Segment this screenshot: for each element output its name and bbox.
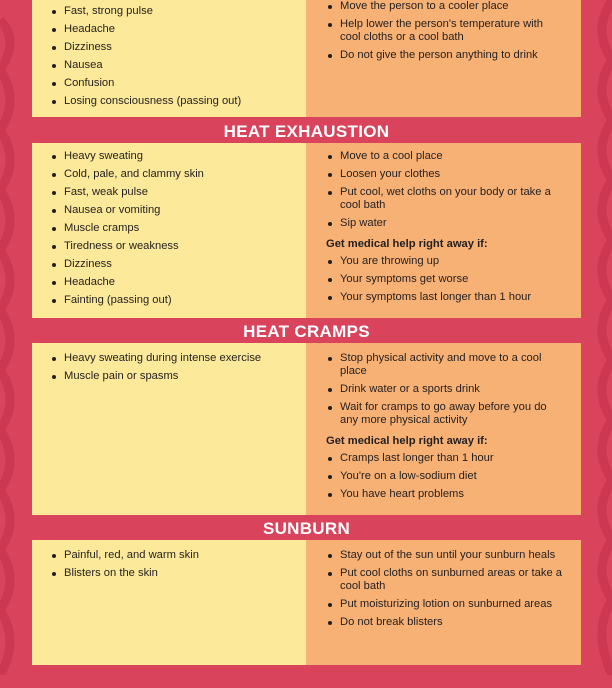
medical-help-item: You are throwing up bbox=[326, 255, 566, 268]
action-item: Help lower the person's temperature with cool cloths or a cool bath bbox=[326, 18, 566, 44]
medical-help-item: You have heart problems bbox=[326, 488, 566, 501]
symptom-item: Cold, pale, and clammy skin bbox=[50, 168, 290, 181]
medical-help-item: Your symptoms get worse bbox=[326, 273, 566, 286]
action-item: Do not break blisters bbox=[326, 616, 566, 629]
action-item: Move to a cool place bbox=[326, 150, 566, 163]
heat-stroke-actions bbox=[326, 0, 566, 67]
sunburn-symptoms bbox=[50, 549, 290, 585]
medical-help-heading: Get medical help right away if: bbox=[326, 238, 488, 250]
heat-cramps-actions bbox=[326, 352, 566, 506]
symptom-item: Tiredness or weakness bbox=[50, 240, 290, 253]
symptom-item: Confusion bbox=[50, 77, 290, 90]
action-item: Do not give the person anything to drink bbox=[326, 49, 566, 62]
symptom-item: Heavy sweating during intense exercise bbox=[50, 352, 290, 365]
action-item: Put moisturizing lotion on sunburned areas bbox=[326, 598, 566, 611]
medical-help-item: Your symptoms last longer than 1 hour bbox=[326, 291, 566, 304]
symptom-item: Nausea bbox=[50, 59, 290, 72]
symptom-item: Headache bbox=[50, 23, 290, 36]
action-item: Wait for cramps to go away before you do any more physical activity bbox=[326, 401, 566, 427]
symptom-item: Fainting (passing out) bbox=[50, 294, 290, 307]
heat-exhaustion-panel bbox=[32, 143, 581, 318]
symptom-item: Fast, strong pulse bbox=[50, 5, 290, 18]
action-item: Move the person to a cooler place bbox=[326, 0, 566, 13]
heat-exhaustion-symptoms bbox=[50, 150, 290, 312]
heat-exhaustion-title: HEAT EXHAUSTION bbox=[32, 121, 581, 143]
action-item: Stay out of the sun until your sunburn heals bbox=[326, 549, 566, 562]
heat-stroke-panel bbox=[32, 0, 581, 117]
symptom-item: Muscle pain or spasms bbox=[50, 370, 290, 383]
symptom-item: Muscle cramps bbox=[50, 222, 290, 235]
symptom-item: Painful, red, and warm skin bbox=[50, 549, 290, 562]
symptom-item: Losing consciousness (passing out) bbox=[50, 95, 290, 108]
action-item: Loosen your clothes bbox=[326, 168, 566, 181]
symptom-item: Heavy sweating bbox=[50, 150, 290, 163]
medical-help-item: Cramps last longer than 1 hour bbox=[326, 452, 566, 465]
action-item: Put cool, wet cloths on your body or take a cool bath bbox=[326, 186, 566, 212]
symptom-item: Fast, weak pulse bbox=[50, 186, 290, 199]
sunburn-title: SUNBURN bbox=[32, 518, 581, 540]
symptom-item: Dizziness bbox=[50, 41, 290, 54]
action-item: Put cool cloths on sunburned areas or take a cool bath bbox=[326, 567, 566, 593]
sunburn-panel bbox=[32, 540, 581, 665]
heat-cramps-symptoms bbox=[50, 352, 290, 388]
symptom-item: Blisters on the skin bbox=[50, 567, 290, 580]
sunburn-actions bbox=[326, 549, 566, 634]
action-item: Sip water bbox=[326, 217, 566, 230]
heat-stroke-symptoms bbox=[50, 5, 290, 113]
heat-exhaustion-actions bbox=[326, 150, 566, 309]
symptom-item: Nausea or vomiting bbox=[50, 204, 290, 217]
action-item: Stop physical activity and move to a cool place bbox=[326, 352, 566, 378]
symptom-item: Headache bbox=[50, 276, 290, 289]
heat-cramps-title: HEAT CRAMPS bbox=[32, 321, 581, 343]
action-item: Drink water or a sports drink bbox=[326, 383, 566, 396]
heat-cramps-panel bbox=[32, 343, 581, 515]
next-section-title-cutoff bbox=[32, 666, 581, 688]
medical-help-item: You're on a low-sodium diet bbox=[326, 470, 566, 483]
symptom-item: Dizziness bbox=[50, 258, 290, 271]
medical-help-heading: Get medical help right away if: bbox=[326, 435, 488, 447]
